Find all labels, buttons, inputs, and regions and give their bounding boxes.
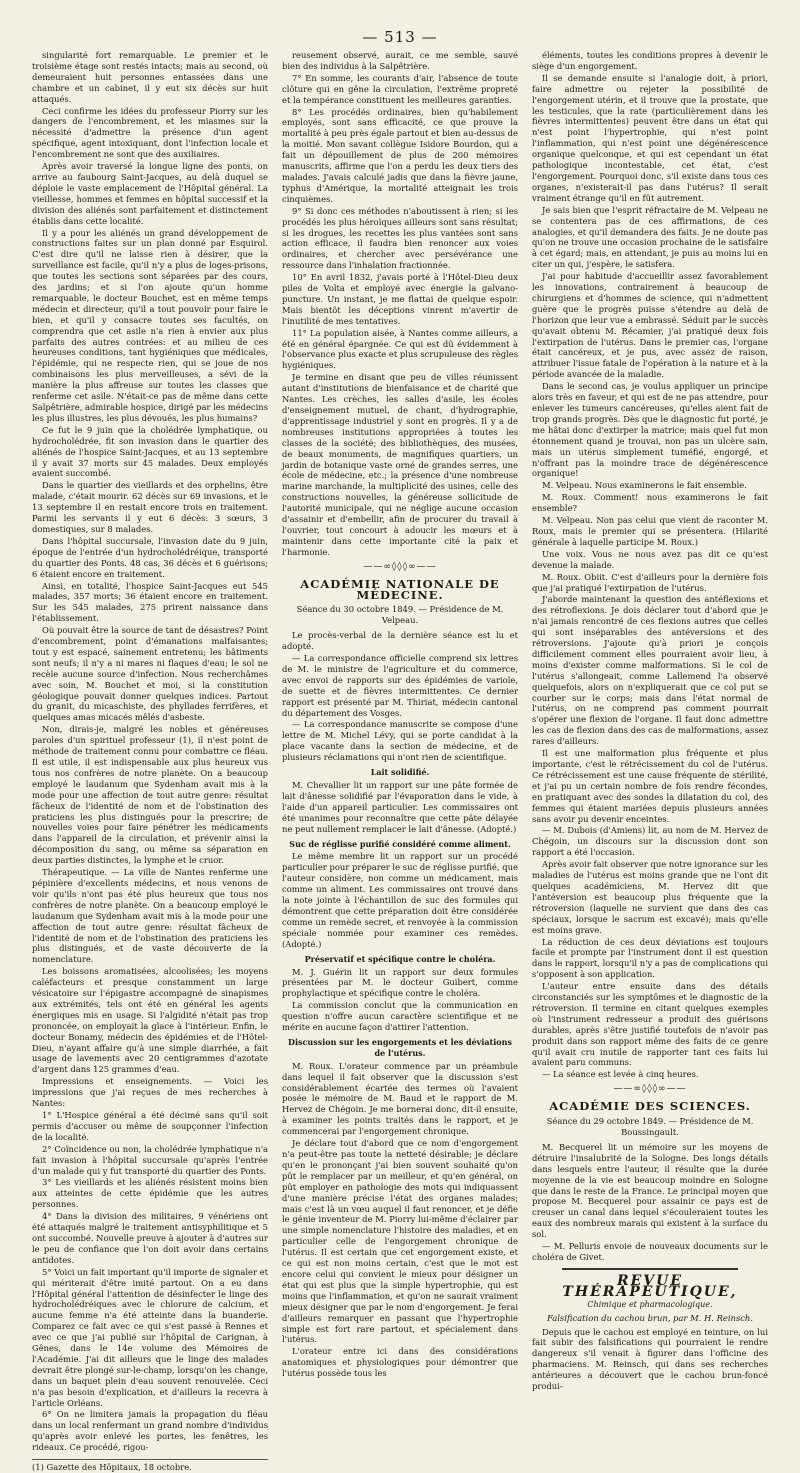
session-meta: Séance du 29 octobre 1849. — Présidence de M. Boussingault. (546, 1116, 754, 1137)
section-title-academy-medicine: ACADÉMIE NATIONALE DE MÉDECINE. (300, 576, 500, 602)
paragraph: Le même membre lit un rapport sur un procédé particulier pour préparer le suc de réglisse purifié, que l'auteur considère, non comme un médicament, mais comme un aliment. Les commissaires ont trouvé dans la note jointe à l'échantillon de suc des formules qui démontrent que cette préparation doit être considérée comme un remède secret, et renvoyée à la commission spéciale nommée pour examiner ces remèdes. (Adopté.) (282, 851, 518, 949)
separator: ——∞◊◊◊∞—— (613, 1084, 687, 1095)
paragraph: Non, dirais-je, malgré les nobles et généreuses paroles d'un spirituel professeur (1), il n'est point de méthode de traitement connu pour combattre ce fléau. Il est utile, il est indispensable aux plus heureux vus tous nos confrères de notre planète. On a beaucoup employé le laudanum que Sydenham avait mis à la mode pour une affection de tout autre genre: résultat fâcheux de l'identité de nom et de l'obstination des praticiens les plus distingués pour la prescrire; de nouvelles voies pour faire pénétrer les médicaments dans l'appareil de la circulation, et prévenir ainsi la décomposition du sang, ou même sa séparation en deux parties distinctes, la lymphe et le cruor. (32, 724, 268, 866)
paragraph: Le procès-verbal de la dernière séance est lu et adopté. (282, 630, 518, 652)
paragraph: Je termine en disant que peu de villes réunissent autant d'institutions de bienfaisance et de charité que Nantes. Les crèches, les salles d'asile, les écoles d'enseignement mutuel, de chant, d'hydrographie, d'apprentissage industriel y sont en progrès. Il y a de nombreuses institutions appropriées à toutes les classes de la société; des bibliothèques, des musées, de beaux monuments, de magnifiques quartiers, un jardin de botanique vaste orné de grandes serres, une école de médecine, etc.; la présence d'une nombreuse marine marchande, la multiplicité des usines, celle des constructions nouvelles, la généreuse sollicitude de l'autorité municipale, qui ne néglige aucune occasion d'assainir et d'embellir, afin de procurer du travail à l'ouvrier, tout concourt à adoucir les mœurs et à maintenir dans cette importante cité la paix et l'harmonie. (282, 372, 518, 557)
col1-body (32, 50, 268, 1453)
paragraph: 4° Dans la division des militaires, 9 vénériens ont été attaqués malgré le traitement antisyphilitique et 5 ont succombé. Nouvelle preuve à ajouter à d'autres sur le peu de confiance que l'on doit avoir dans certains antidotes. (32, 1211, 269, 1265)
academy-sci-body (532, 1142, 768, 1263)
paragraph: Il est une malformation plus fréquente et plus importante, c'est le rétrécissement du col de l'utérus. Ce rétrécissement est une cause fréquente de stérilité, et j'ai pu un certain nombre de fois rendre fécondes, en pratiquant avec des sondes la dilatation du col, des femmes qui étaient mariées depuis plusieurs années sans avoir pu devenir enceintes. (532, 748, 768, 824)
paragraph: J'ai pour habitude d'accueillir assez favorablement les innovations, contrairement à beaucoup de chirurgiens et d'hommes de science, qui n'admettent guère que le progrès puisse s'étendre au delà de l'horizon que leur vue a embrassé. Séduit par le succès qu'avait obtenu M. Récamier, j'ai pratiqué deux fois l'extirpation de l'utérus. Dans le premier cas, l'organe était cancéreux, et je pus, avec assez de raison, attribuer l'issue fatale de l'opération à la nature et à la période avancée de la maladie. (532, 271, 768, 380)
paragraph: — M. Pelluris envoie de nouveaux documents sur le choléra de Givet. (532, 1241, 768, 1262)
revue-subtitle: Chimique et pharmacologique. (587, 1299, 713, 1309)
paragraph: Depuis que le cachou est employé en teinture, on lui fait subir des falsifications qui pourraient le rendre dangereux s'il venait à figurer dans l'officine des pharmaciens. M. Reinsch, qui dans ses recherches antérieures a découvert que le cachou brun-foncé produi- (532, 1326, 768, 1392)
paragraph: Thérapeutique. — La ville de Nantes renferme une pépinière d'excellents médecins, et nous venons de voir qu'ils n'ont pas été plus heureux que tous nos confrères de notre planète. On a beaucoup employé le laudanum que Sydenham avait mis à la mode pour une affection de tout autre genre: résultat fâcheux de l'identité de nom et de l'obstination des praticiens les plus distingués, et de vaste découverte de la nomenclature. (32, 867, 268, 965)
divider (562, 1268, 738, 1270)
paragraph: 6° On ne limitera jamais la propagation du fléau dans un local renfermant un grand nombre d'individus qu'après avoir enlevé les portes, les fenêtres, les rideaux. Ce procédé, rigou- (32, 1409, 268, 1453)
paragraph: — M. Dubois (d'Amiens) lit, au nom de M. Hervez de Chégoin, un discours sur la discussion dont son rapport a été l'occasion. (532, 825, 768, 858)
cholera-body (282, 967, 518, 1033)
paragraph: 2° Coïncidence ou non, la cholédrée lymphatique n'a fait invasion à l'hôpital succursale qu'après l'entrée d'un malade qui y fut transporté du quartier des Ponts. (32, 1143, 268, 1176)
session-meta: Séance du 30 octobre 1849. — Présidence de M. Velpeau. (296, 604, 504, 626)
subheading-cholera: Préservatif et spécifique contre le choléra. (304, 953, 496, 964)
paragraph: 9° Si donc ces méthodes n'aboutissent à rien; si les procédés les plus héroïques ailleurs sont sans résultat; si les drogues, les recettes les plus vantées sont sans action efficace, il faudra bien renoncer aux voies ordinaires, et chercher avec persévérance une ressource dans l'inhalation fractionnée. (282, 205, 518, 271)
paragraph: Il se demande ensuite si l'analogie doit, à priori, faire admettre ou rejeter la possibilité de l'engorgement utérin, et il trouve que la prostate, que les testicules, que la rate (particulièrement dans les fièvres intermittentes) peuvent être dans un état qui n'est point l'hypertrophie, qui n'est point l'inflammation, qui n'est point une dégénérescence organique quelconque, et qui est cependant un état pathologique incontestable, cet état, c'est l'engorgement. Pourquoi donc, s'il existe dans tous ces organes, n'existerait-il pas dans l'utérus? Il serait vraiment étrange qu'il en fût autrement. (532, 72, 768, 203)
paragraph: La commission conclut que la communication en question n'offre aucun caractère scientifique et ne mérite en aucune façon d'attirer l'attention. (282, 1000, 518, 1033)
paragraph: 11° La population aisée, à Nantes comme ailleurs, a été en général épargnée. Ce qui est dû évidemment à l'observance plus exacte et plus scrupuleuse des règles hygiéniques. (282, 327, 518, 371)
paragraph: Après avoir fait observer que notre ignorance sur les maladies de l'utérus est moins grande que ne l'ont dit quelques académiciens, M. Hervez dit que l'antéversion est beaucoup plus fréquente que la rétroversion (laquelle ne survient que dans des cas spéciaux, lorsque le sacrum est excavé); mais qu'elle est moins grave. (532, 859, 768, 935)
paragraph: Dans le quartier des vieillards et des orphelins, être malade, c'était mourir. 62 décès sur 69 invasions, et le 13 septembre il en restait encore trois en traitement. Parmi les servants il y eut 6 décès: 3 sœurs, 3 domestiques, sur 8 malades. (32, 480, 268, 534)
paragraph: singularité fort remarquable. Le premier et le troisième étage sont restés intacts; mais au second, où demeuraient huit personnes entassées dans une chambre et un cabinet, il y eut six décès sur huit attaqués. (32, 50, 268, 104)
paragraph: Ce fut le 9 juin que la cholédrée lymphatique, ou hydrocholédrée, fit son invasion dans le quartier des aliénés de l'hospice Saint-Jacques, et au 13 septembre il y avait 37 morts sur 45 malades. Deux employés avaient succombé. (32, 424, 268, 479)
revue-body (532, 1327, 768, 1392)
paragraph: M. Velpeau. Non pas celui que vient de raconter M. Roux, mais le premier qui se présentera. (Hilarité générale à laquelle participe M. Roux.) (532, 515, 768, 547)
columns (32, 50, 768, 1473)
paragraph: Une voix. Vous ne nous avez pas dit ce qu'est devenue la malade. (532, 548, 768, 570)
paragraph: Après avoir traversé la longue ligne des ponts, on arrive au faubourg Saint-Jacques, au delà duquel se déploie le vaste emplacement de l'Hôpital général. La vieillesse, hommes et femmes en hôpital successif et la division des aliénés sont parfaitement et distinctement établis dans cette localité. (32, 161, 268, 226)
paragraph: Les boissons aromatisées, alcoolisées; les moyens caléfacteurs et presque constamment un large vésicatoire sur l'épigastre accompagné de sinapismes aux extrémités, tels ont été en général les agents énergiques mis en usage. Si l'algidité n'était pas trop prononcée, on employait la glace à l'intérieur. Enfin, le docteur Bonamy, médecin des épidémies et de l'Hôtel-Dieu, n'ayant affaire qu'à une simple diarrhée, a fait usage de lavements avec 20 centigrammes d'azotate d'argent dans 125 grammes d'eau. (32, 966, 268, 1075)
paragraph: L'auteur entre ensuite dans des détails circonstanciés sur les symptômes et le diagnostic de la rétroversion. Il termine en citant quelques exemples où l'instrument redresseur a produit des guérisons durables, après s'être justifié toutefois de n'avoir pas produit dans son rapport même des faits de ce genre qu'il avait cru inutile de rapporter tant ces faits lui avaient paru communs. (532, 981, 768, 1068)
paragraph: M. J. Guérin lit un rapport sur deux formules présentées par M. le docteur Guibert, comme prophylactique et spécifique contre le choléra. (282, 966, 518, 999)
paragraph: Il y a pour les aliénés un grand développement de constructions faites sur un plan donné par Esquirol. C'est dire qu'il ne laisse rien à désirer, que la surveillance est facile, qu'il n'y a plus de loges-prisons, que toutes les sections sont séparées par des cours, des jardins; et si l'on ajoute qu'un homme remarquable, le docteur Bouchet, est en même temps médecin et directeur, qu'il a tout pouvoir pour faire le bien, et qu'il y consacre toutes ses facultés, on comprendra que cet asile n'a rien à envier aux plus parfaits des autres contrées: et au milieu de ces heureuses conditions, tant hygiéniques que médicales, l'épidémie, qui ne respecte rien, qui se joue de nos combinaisons les plus merveilleuses, a sévi de la manière la plus affreuse sur toutes les classes que renferme cet asile. N'était-ce pas de même dans cette Salpêtrière, admirable hospice, dirigé par les médecins les plus illustres, les plus dévoués, les plus humains? (32, 227, 268, 423)
paragraph: — La correspondance manuscrite se compose d'une lettre de M. Michel Lévy, qui se porte candidat à la place vacante dans la section de médecine, et de plusieurs réclamations qui n'ont rien de scientifique. (282, 719, 518, 763)
paragraph: 3° Les vieillards et les aliénés résistent moins bien aux atteintes de cette épidémie que les autres personnes. (32, 1177, 268, 1210)
paragraph: M. Becquerel lit un mémoire sur les moyens de détruire l'insalubrité de la Sologne. Des longs détails dans lesquels entre l'auteur, il résulte que la durée moyenne de la vie est beaucoup moindre en Sologne que dans le reste de la France. Le principal moyen que propose M. Becquerel pour assainir ce pays est de creuser un canal dans lequel s'écouleraient toutes les eaux des nombreux marais qui existent à la surface du sol. (532, 1141, 768, 1240)
paragraph: 1° L'Hospice général a été décimé sans qu'il soit permis d'accuser ou même de soupçonner l'infection de la localité. (32, 1110, 268, 1142)
separator: ——∞◊◊◊∞—— (363, 561, 437, 572)
paragraph: Je sais bien que l'esprit réfractaire de M. Velpeau ne se contentera pas de ces affirmations, de ces analogies, et qu'il demandera des faits. Je ne doute pas qu'on ne trouve une occasion prochaine de le satisfaire à cet égard; mais, en attendant, je puis au moins lui en citer un qui, j'espère, le satisfera. (532, 204, 768, 270)
paragraph: Dans l'hôpital succursale, l'invasion date du 9 juin, époque de l'entrée d'un hydrocholédréique, transporté du quartier des Ponts. 48 cas, 36 décès et 6 guérisons; 6 étaient encore en traitement. (32, 535, 268, 579)
paragraph: 5° Voici un fait important qu'il importe de signaler et qui mériterait d'être imité partout. On a eu dans l'Hôpital général l'attention de désinfecter le linge des hydrocholédréiques avec le chlorure de calcium, et aucune femme n'a été atteinte dans la buanderie. Comparez ce fait avec ce qui s'est passé à Rennes et avec ce que j'ai publié sur l'hôpital de Carignan, à Gênes, dans le 14e volume des Mémoires de l'Académie. J'ai dit ailleurs que le linge des malades devrait être plongé sur-le-champ, lorsqu'on les change, dans un baquet plein d'eau souvent renouvelée. Ceci n'a pas besoin d'explication, et d'ailleurs la recevra à l'article Orléans. (32, 1266, 268, 1408)
paragraph: 7° En somme, les courants d'air, l'absence de toute clôture qui en gêne la circulation, l'extrême propreté et la tempérance constituent les meilleures garanties. (282, 72, 518, 105)
paragraph: 8° Les procédés ordinaires, bien qu'habilement employés, sont sans efficacité, ce que prouve la mortalité à peu près égale partout et bien au-dessus de la moitié. Mon savant collègue Isidore Bourdon, qui a fait un dépouillement de plus de 200 mémoires manuscrits, affirme que l'on a perdu les deux tiers des malades. J'avais calculé jadis que dans la fièvre jaune, typhus d'Amérique, la mortalité atteignait les trois cinquièmes. (282, 106, 518, 204)
paragraph: M. Roux. Obiit. C'est d'ailleurs pour la dernière fois que j'ai pratiqué l'extirpation de l'utérus. (532, 571, 768, 593)
paragraph: J'aborde maintenant la question des antéflexions et des rétroflexions. Je dois déclarer tout d'abord que je n'ai jamais rencontré de ces flexions autres que celles qui sont inséparables des antéversions et des rétroversions. J'ajoute qu'à priori je conçois difficilement comment elles pourraient avoir lieu, à moins d'exister comme malformations. Si le col de l'utérus s'allongeait, comme Lallemend l'a observé quelquefois, alors on n'expliquerait que ce col put se courber sur le corps; mais dans l'état normal de l'utérus, on ne comprend pas comment pourrait s'opérer une flexion de l'organe. Il faut donc admettre les cas de flexion dans des cas de malformations, assez rares d'ailleurs. (532, 594, 768, 747)
col2-body (282, 50, 518, 558)
paragraph: Ceci confirme les idées du professeur Piorry sur les dangers de l'encombrement, et les miasmes sur la nécessité d'admettre la présence d'un agent spécifique, agent intoxiquant, dont l'infection locale et l'encombrement ne sont que des auxiliaires. (32, 105, 268, 160)
paragraph: Où pouvait être la source de tant de désastres? Point d'encombrement, point d'émanations malfaisantes; tout y est espacé, sainement entretenu; les bâtiments sont neufs; il n'y a ni mares ni flaques d'eau; le sol ne recèle aucune source d'infection. Nous recherchâmes avec soin, M. Bouchet et moi, si la constitution géologique pouvait donner quelques indices. Partout du granit, du micaschiste, des phyllades ferrifères, et quelques amas micacés mêlés d'asbeste. (32, 625, 268, 723)
paragraph: Dans le second cas, je voulus appliquer un principe alors très en faveur, et qui est de ne pas attendre, pour enlever les tumeurs cancéreuses, qu'elles aient fait de trop grands progrès. Dès que le diagnostic fut porté, je me hâtai donc d'extirper la matrice; mais quel fut mon étonnement quand je trouvai, non pas un ulcère sain, mais un utérus simplement tuméfié, engorgé, et n'offrant pas la moindre trace de dégénérescence organique! (532, 381, 768, 479)
section-title-revue: REVUE THÉRAPEUTIQUE, (562, 1272, 738, 1300)
paragraph: Impressions et enseignements. — Voici les impressions que j'ai reçues de mes recherches à Nantes: (32, 1076, 268, 1109)
paragraph: M. Velpeau. Nous examinerons le fait ensemble. (542, 480, 747, 491)
paragraph: reusement observé, aurait, ce me semble, sauvé bien des individus à la Salpêtrière. (282, 50, 518, 71)
paragraph: éléments, toutes les conditions propres à devenir le siège d'un engorgement. (532, 50, 768, 71)
paragraph: — La correspondance officielle comprend six lettres de M. le ministre de l'agriculture et du commerce, avec envoi de rapports sur des épidémies de variole, de suette et de fièvres intermittentes. Ce dernier rapport est présenté par M. Thiriat, médecin cantonal du département des Vosges. (282, 653, 518, 718)
paragraph: Ainsi, en totalité, l'hospice Saint-Jacques eut 545 malades, 357 morts; 36 étaient encore en traitement. Sur les 545 malades, 275 prirent naissance dans l'établissement. (32, 580, 268, 624)
paragraph: M. Chevallier lit un rapport sur une pâte formée de lait d'ânesse solidifié par l'évaporation dans le vide, à l'aide d'un appareil particulier. Les commissaires ont été unanimes pour reconnaître que cette pâte délayée ne peut nullement remplacer le lait d'ânesse. (Adopté.) (282, 780, 518, 834)
column-1 (32, 50, 268, 1473)
paragraph: 10° En avril 1832, j'avais porté à l'Hôtel-Dieu deux piles de Volta et employé avec énergie la galvano-puncture. Un instant, je me flattai de quelque espoir. Mais bientôt les déceptions vinrent m'avertir de l'inutilité de mes tentatives. (282, 272, 518, 326)
paragraph: L'orateur entre ici dans des considérations anatomiques et physiologiques pour démontrer que l'utérus possède tous les (282, 1346, 518, 1379)
subheading-lait: Lait solidifié. (370, 767, 430, 778)
paragraph: M. Roux. Comment! nous examinerons le fait ensemble? (532, 492, 768, 514)
column-3 (532, 50, 768, 1393)
discussion-body (282, 1061, 518, 1379)
paragraph: — La séance est levée à cinq heures. (542, 1069, 699, 1080)
paragraph: La réduction de ces deux déviations est toujours facile et prompte par l'instrument dont il est question dans le rapport, lorsqu'il n'y a pas de complications qui s'opposent à son application. (532, 936, 768, 980)
col3-body (532, 50, 768, 1080)
column-2 (282, 50, 518, 1380)
subheading-discussion: Discussion sur les engorgements et les déviations de l'utérus. (288, 1036, 512, 1058)
academy-med-intro (282, 630, 518, 763)
subheading-reglisse: Suc de réglisse purifié considéré comme aliment. (289, 838, 511, 849)
section-title-academy-sciences: ACADÉMIE DES SCIENCES. (549, 1099, 751, 1114)
article-title: Falsification du cachou brun, par M. H. Reinsch. (547, 1312, 753, 1323)
page-number: — 513 — (362, 28, 438, 46)
footnote: (1) Gazette des Hôpitaux, 18 octobre. (32, 1459, 268, 1473)
paragraph: M. Roux. L'orateur commence par un préambule dans lequel il fait observer que la discussion s'est considérablement écartée des termes où l'avaient posée le mémoire de M. Baud et le rapport de M. Hervez de Chégoin. Je me bornerai donc, dit-il ensuite, à examiner les points traités dans le rapport, et je commencerai par l'engorgement chronique. (282, 1060, 518, 1137)
paragraph: Je déclare tout d'abord que ce nom d'engorgement n'a peut-être pas toute la netteté désirable; je déclare qu'en le prononçant j'ai bien souvent souhaité qu'on pût le remplacer par un meilleur, et qu'en général, on pût employer en pathologie des mots qui indiquassent d'une manière précise l'état des organes malades; mais c'est là un vœu auquel il faut renoncer, et je défie le génie inventeur de M. Piorry lui-même d'éclairer par une simple nomenclature l'histoire des maladies, et en particulier celle de l'engorgement chronique de l'utérus. Il est certain que cet engorgement existe, et ce qui est non moins certain, c'est que le mot est encore celui qui convient le mieux pour désigner un état qui est plus que la simple hypertrophie, qui est moins que l'inflammation, et qu'on ne saurait vraiment mieux désigner que par le nom d'engorgement. Je ferai d'ailleurs remarquer en passant que l'hypertrophie simple est fort rare partout, et spécialement dans l'utérus. (282, 1138, 518, 1345)
